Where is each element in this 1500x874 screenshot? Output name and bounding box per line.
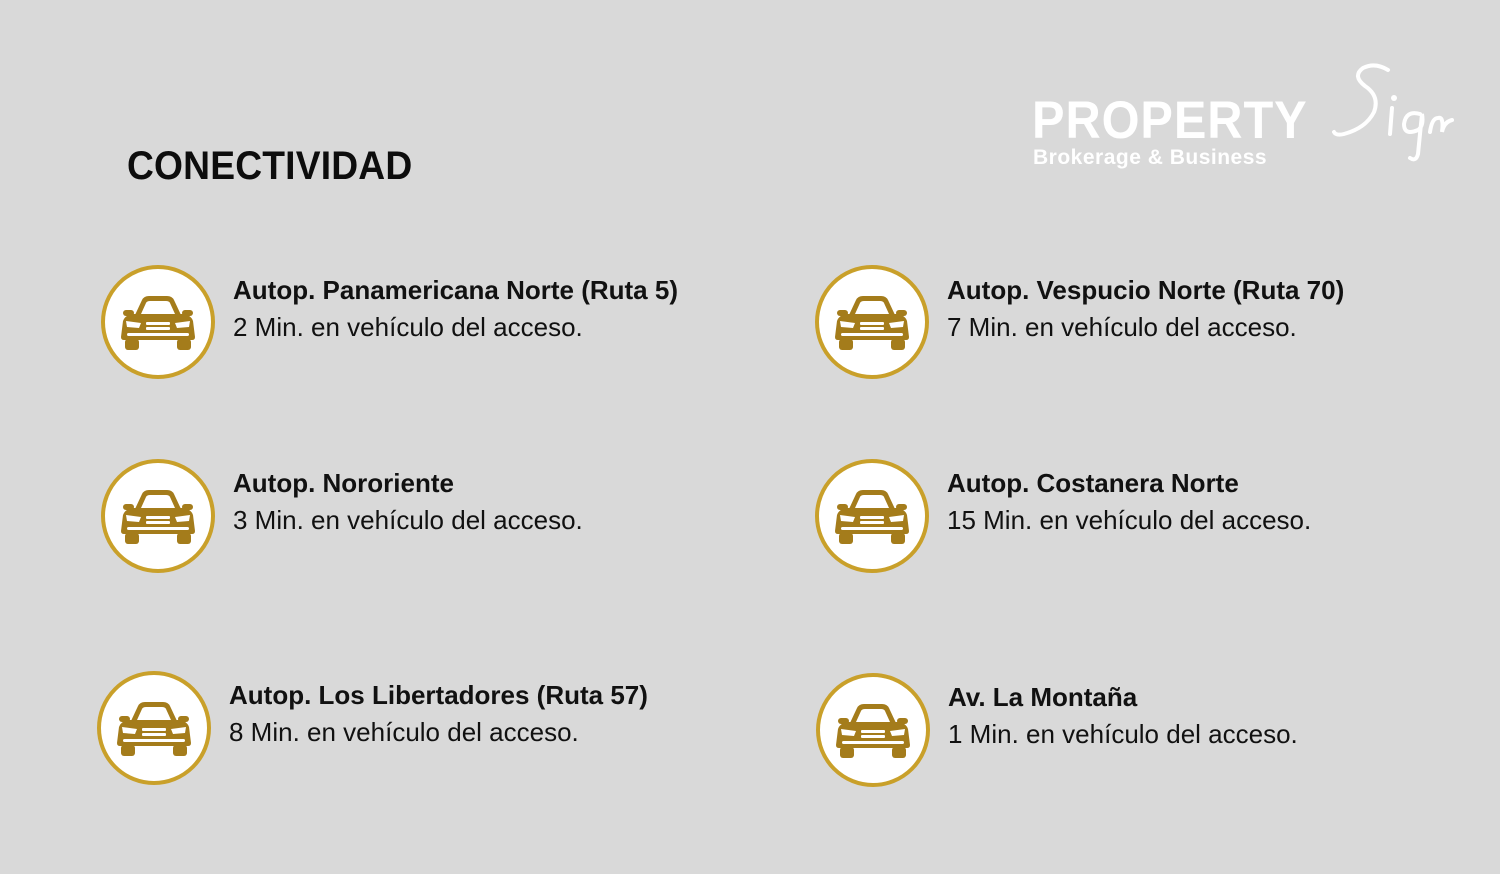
page-title: CONECTIVIDAD [127, 144, 413, 188]
car-icon [101, 459, 215, 573]
item-name: Autop. Panamericana Norte (Ruta 5) [233, 275, 678, 305]
brand-logo [1030, 62, 1460, 172]
car-icon [97, 671, 211, 785]
logo-tagline: Brokerage & Business [1033, 146, 1268, 169]
item-name: Autop. Vespucio Norte (Ruta 70) [947, 275, 1345, 305]
item-description: 8 Min. en vehículo del acceso. [229, 717, 579, 747]
item-name: Autop. Los Libertadores (Ruta 57) [229, 680, 648, 710]
logo-wordmark: PROPERTY [1032, 91, 1308, 150]
car-icon [815, 459, 929, 573]
item-description: 2 Min. en vehículo del acceso. [233, 312, 583, 342]
logo-script-signature [1330, 62, 1460, 162]
car-icon [816, 673, 930, 787]
car-icon [101, 265, 215, 379]
item-description: 1 Min. en vehículo del acceso. [948, 719, 1298, 749]
car-icon [815, 265, 929, 379]
item-name: Av. La Montaña [948, 682, 1138, 712]
item-description: 15 Min. en vehículo del acceso. [947, 505, 1312, 535]
item-description: 3 Min. en vehículo del acceso. [233, 505, 583, 535]
item-name: Autop. Costanera Norte [947, 468, 1239, 498]
item-description: 7 Min. en vehículo del acceso. [947, 312, 1297, 342]
item-name: Autop. Nororiente [233, 468, 454, 498]
